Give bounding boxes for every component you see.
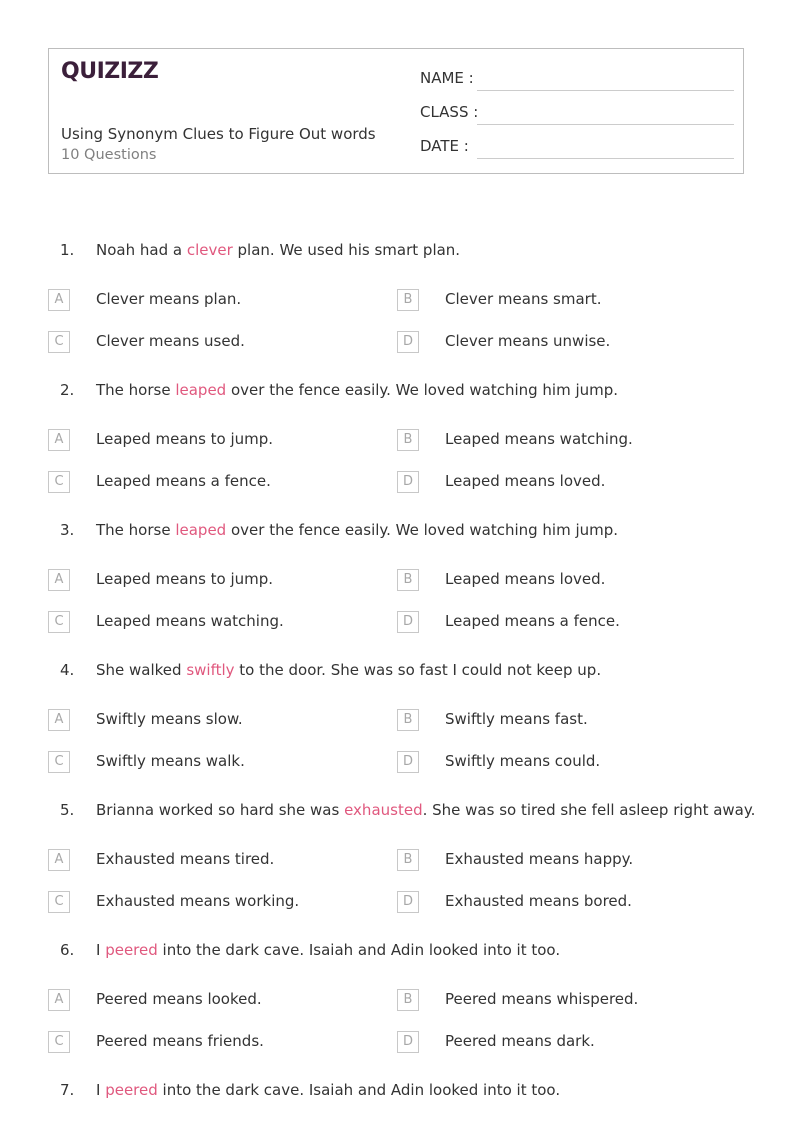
option-text: Clever means unwise. (445, 332, 611, 350)
question-3 (0, 521, 794, 551)
date-label: DATE : (420, 137, 469, 155)
option-letter-box: D (397, 751, 419, 773)
class-field (420, 103, 734, 127)
question-1 (0, 241, 794, 271)
question-number: 2. (60, 381, 75, 399)
question-text-after: into the dark cave. Isaiah and Adin looked into it too. (157, 941, 561, 959)
question-keyword: peered (105, 1081, 158, 1099)
question-text-before: Noah had a (96, 241, 187, 259)
question-keyword: peered (105, 941, 158, 959)
question-text (96, 241, 460, 259)
question-text-after: . She was so tired she fell asleep right away. (422, 801, 756, 819)
option-text: Peered means friends. (96, 1032, 264, 1050)
question-number: 7. (60, 1081, 75, 1099)
option-letter-box: A (48, 849, 70, 871)
question-keyword: exhausted (344, 801, 423, 819)
quizizz-logo: QUIZIZZ (61, 59, 159, 84)
question-text-before: She walked (96, 661, 187, 679)
question-4 (0, 661, 794, 691)
option-text: Leaped means to jump. (96, 570, 274, 588)
option-text: Clever means smart. (445, 290, 602, 308)
option-text: Swiftly means fast. (445, 710, 588, 728)
question-2 (0, 381, 794, 411)
question-7 (0, 1081, 794, 1111)
question-text-before: The horse (96, 521, 176, 539)
option-text: Exhausted means bored. (445, 892, 632, 910)
option-text: Exhausted means happy. (445, 850, 634, 868)
option-text: Swiftly means walk. (96, 752, 245, 770)
question-text (96, 941, 560, 959)
option-text: Peered means dark. (445, 1032, 595, 1050)
question-count: 10 Questions (61, 147, 157, 163)
question-5 (0, 801, 794, 831)
option-text: Leaped means a fence. (445, 612, 620, 630)
option-letter-box: A (48, 429, 70, 451)
question-text-after: plan. We used his smart plan. (232, 241, 461, 259)
option-letter-box: A (48, 569, 70, 591)
option-letter-box: B (397, 289, 419, 311)
date-field (420, 137, 734, 161)
option-letter-box: A (48, 989, 70, 1011)
name-field (420, 69, 734, 93)
option-letter-box: A (48, 709, 70, 731)
option-letter-box: A (48, 289, 70, 311)
option-letter-box: B (397, 989, 419, 1011)
option-text: Exhausted means tired. (96, 850, 275, 868)
name-line[interactable] (477, 90, 734, 91)
option-letter-box: C (48, 471, 70, 493)
option-text: Peered means whispered. (445, 990, 639, 1008)
option-letter-box: B (397, 429, 419, 451)
option-text: Leaped means loved. (445, 570, 606, 588)
option-letter-box: D (397, 331, 419, 353)
option-letter-box: D (397, 611, 419, 633)
option-letter-box: B (397, 709, 419, 731)
option-text: Swiftly means slow. (96, 710, 243, 728)
option-letter-box: C (48, 751, 70, 773)
question-number: 5. (60, 801, 75, 819)
question-keyword: clever (186, 241, 233, 259)
class-label: CLASS : (420, 103, 479, 121)
question-text-before: Brianna worked so hard she was (96, 801, 345, 819)
option-letter-box: C (48, 331, 70, 353)
option-text: Leaped means a fence. (96, 472, 271, 490)
question-number: 6. (60, 941, 75, 959)
question-text-before: I (96, 1081, 106, 1099)
option-text: Exhausted means working. (96, 892, 300, 910)
option-text: Clever means plan. (96, 290, 242, 308)
option-letter-box: B (397, 569, 419, 591)
question-text-after: over the fence easily. We loved watching him jump. (226, 521, 619, 539)
worksheet-header (48, 48, 744, 174)
question-keyword: leaped (175, 521, 227, 539)
question-6 (0, 941, 794, 971)
worksheet-title: Using Synonym Clues to Figure Out words (61, 125, 376, 143)
question-text (96, 521, 618, 539)
option-letter-box: C (48, 611, 70, 633)
option-letter-box: D (397, 891, 419, 913)
option-letter-box: D (397, 1031, 419, 1053)
class-line[interactable] (477, 124, 734, 125)
question-text-before: The horse (96, 381, 176, 399)
question-text-after: to the door. She was so fast I could not keep up. (234, 661, 602, 679)
name-label: NAME : (420, 69, 474, 87)
question-number: 1. (60, 241, 75, 259)
question-keyword: leaped (175, 381, 227, 399)
option-letter-box: C (48, 891, 70, 913)
option-text: Leaped means watching. (445, 430, 633, 448)
option-text: Swiftly means could. (445, 752, 601, 770)
date-line[interactable] (477, 158, 734, 159)
question-keyword: swiftly (186, 661, 235, 679)
question-text-after: over the fence easily. We loved watching him jump. (226, 381, 619, 399)
question-text (96, 1081, 560, 1099)
question-text-after: into the dark cave. Isaiah and Adin looked into it too. (157, 1081, 561, 1099)
question-text (96, 661, 601, 679)
question-number: 4. (60, 661, 75, 679)
option-letter-box: D (397, 471, 419, 493)
option-letter-box: B (397, 849, 419, 871)
option-text: Leaped means loved. (445, 472, 606, 490)
question-text-before: I (96, 941, 106, 959)
option-text: Leaped means watching. (96, 612, 284, 630)
question-text (96, 801, 755, 819)
option-text: Leaped means to jump. (96, 430, 274, 448)
option-text: Peered means looked. (96, 990, 262, 1008)
option-text: Clever means used. (96, 332, 245, 350)
question-number: 3. (60, 521, 75, 539)
question-text (96, 381, 618, 399)
option-letter-box: C (48, 1031, 70, 1053)
